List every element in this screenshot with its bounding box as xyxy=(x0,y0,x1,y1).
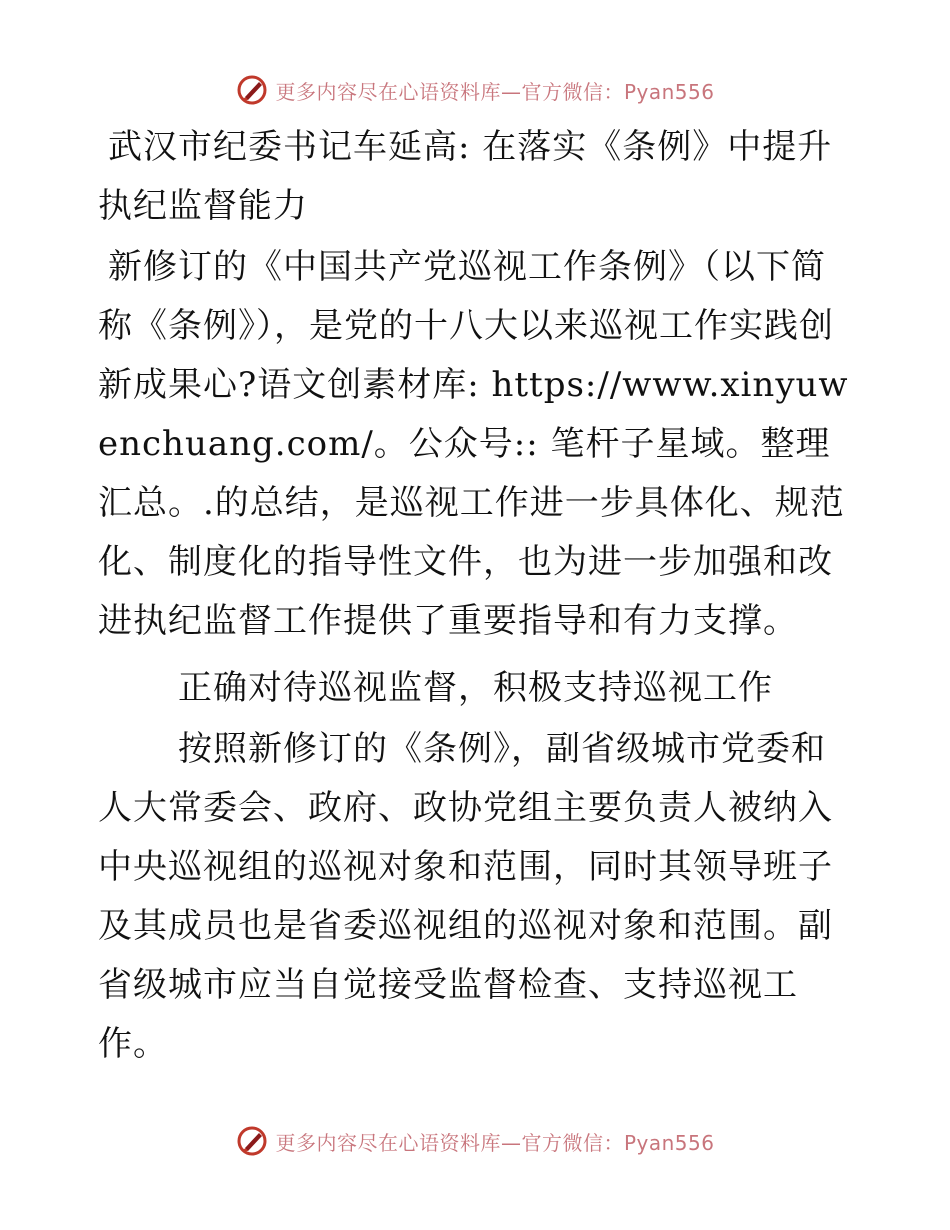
intro-paragraph: 新修订的《中国共产党巡视工作条例》（以下简称《条例》），是党的十八大以来巡视工作实践创新成果心?语文创素材库: https://www.xinyuwenchuang.com/。公众号:: 笔杆子星域。整理汇总。.的总结，是巡视工作进一步具体化、规范化、制度化的指导性文件，也为进一步加强和改进执纪监督工作提供了重要指导和有力支撑。 xyxy=(98,247,849,641)
footer-banner xyxy=(0,1121,950,1161)
brush-logo-icon xyxy=(235,1124,269,1158)
document-body xyxy=(98,118,858,1074)
brush-logo-icon xyxy=(235,73,269,107)
header-banner xyxy=(0,70,950,110)
document-title: 武汉市纪委书记车延高: 在落实《条例》中提升执纪监督能力 xyxy=(98,127,833,226)
header-banner-text: 更多内容尽在心语资料库—官方微信：Pyan556 xyxy=(275,79,715,104)
footer-banner-text: 更多内容尽在心语资料库—官方微信：Pyan556 xyxy=(275,1130,715,1155)
section-paragraph: 按照新修订的《条例》，副省级城市党委和人大常委会、政府、政协党组主要负责人被纳入中央巡视组的巡视对象和范围，同时其领导班子及其成员也是省委巡视组的巡视对象和范围。副省级城市应当自觉接受监督检查、支持巡视工作。 xyxy=(98,729,833,1064)
section-heading: 正确对待巡视监督，积极支持巡视工作 xyxy=(178,668,773,708)
